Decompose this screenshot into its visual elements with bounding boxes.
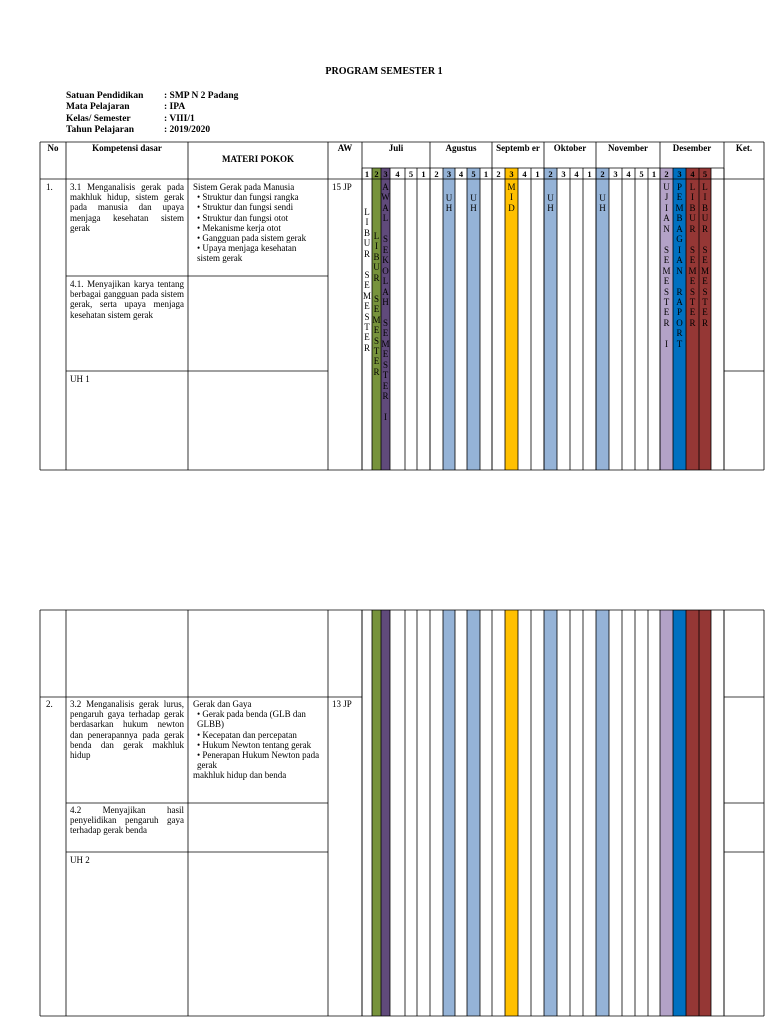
info-label: Satuan Pendidikan xyxy=(66,91,144,101)
week-number: 4 xyxy=(690,169,695,179)
vertical-label: A W A L S E K O L A H S E M E S T E R I xyxy=(381,182,390,422)
vertical-label: L I B U R S E M E S T E R xyxy=(700,182,709,328)
header-kompetensi-dasar: Kompetensi dasar xyxy=(92,143,162,153)
vertical-label: U H xyxy=(470,193,477,214)
month-juli: Juli xyxy=(388,143,404,153)
info-value: : SMP N 2 Padang xyxy=(164,91,239,101)
materi-item: • Penerapan Hukum Newton pada gerak xyxy=(197,750,320,771)
info-label: Mata Pelajaran xyxy=(66,102,130,113)
kompetensi-dasar-4-2: 4.2 Menyajikan hasil penyelidikan pengaruh gaya terhadap gerak benda xyxy=(70,805,184,836)
week-number: 5 xyxy=(471,169,476,179)
materi-item: • Hukum Newton tentang gerak xyxy=(197,739,312,750)
header-materi-pokok: MATERI POKOK xyxy=(221,154,295,164)
materi-title: Sistem Gerak pada Manusia xyxy=(193,182,295,192)
week-number: 4 xyxy=(574,169,579,179)
info-value: : 2019/2020 xyxy=(164,124,211,135)
week-column-lilac xyxy=(660,610,673,1016)
materi-title: Gerak dan Gaya xyxy=(193,699,252,709)
alokasi-waktu: 13 JP xyxy=(332,699,352,709)
week-number: 4 xyxy=(626,169,631,179)
header-aw: AW xyxy=(337,143,353,153)
materi-item: • Gerak pada benda (GLB dan GLBB) xyxy=(197,709,306,730)
materi-item: • Kecepatan dan percepatan xyxy=(197,729,297,740)
materi-item: • Struktur dan fungsi rangka xyxy=(197,192,299,203)
month-september: Septemb er xyxy=(496,143,540,153)
week-number: 2 xyxy=(434,169,439,179)
vertical-label: L I B U R S E M E S T E R xyxy=(362,207,371,353)
ulangan-harian: UH 1 xyxy=(70,374,90,384)
materi-tail: makhluk hidup dan benda xyxy=(193,770,287,781)
info-label: Kelas/ Semester xyxy=(66,113,131,124)
week-column-yellow xyxy=(505,610,518,1016)
kompetensi-dasar-3-2: 3.2 Menganalisis gerak lurus, pengaruh gaya terhadap gerak berdasarkan hukum newton dan penerapannya pada gerak benda dan gerak makhluk hidup xyxy=(70,699,184,761)
header-no: No xyxy=(47,143,59,153)
week-number: 5 xyxy=(702,169,708,179)
vertical-label: U H xyxy=(599,193,606,214)
week-column-red xyxy=(686,610,699,1016)
week-column-royal xyxy=(673,610,686,1016)
week-number: 4 xyxy=(395,169,400,179)
week-number: 4 xyxy=(458,169,464,179)
materi-item: • Gangguan pada sistem gerak xyxy=(197,233,307,244)
week-column-blue xyxy=(596,610,609,1016)
week-column-green xyxy=(372,610,381,1016)
week-number: 3 xyxy=(561,169,566,179)
week-number: 3 xyxy=(446,169,452,179)
vertical-label: L I B U R S E M E S T E R xyxy=(372,231,381,377)
week-number: 2 xyxy=(664,169,669,179)
week-number: 1 xyxy=(651,169,657,179)
month-desember: Desember xyxy=(672,143,712,153)
vertical-label: M I D xyxy=(507,182,516,213)
week-column-blue xyxy=(443,610,455,1016)
week-number: 3 xyxy=(509,169,514,179)
week-number: 2 xyxy=(496,169,501,179)
week-number: 1 xyxy=(587,169,592,179)
materi-pokok-2 xyxy=(193,699,325,781)
week-column-blue xyxy=(544,610,557,1016)
week-number: 3 xyxy=(677,169,682,179)
page-title: PROGRAM SEMESTER 1 xyxy=(325,66,443,77)
week-number: 3 xyxy=(383,169,388,179)
month-agustus: Agustus xyxy=(445,143,477,153)
week-number: 1 xyxy=(421,169,426,179)
ulangan-harian: UH 2 xyxy=(70,855,90,865)
materi-item: • Struktur dan fungsi otot xyxy=(197,212,289,223)
month-oktober: Oktober xyxy=(553,143,587,153)
week-number: 1 xyxy=(364,169,370,179)
vertical-label: L I B U R S E M E S T E R xyxy=(688,182,697,328)
week-column-red xyxy=(699,610,711,1016)
row-number: 2. xyxy=(46,699,53,709)
kompetensi-dasar-4-1: 4.1. Menyajikan karya tentang berbagai gangguan pada sistem gerak, serta upaya menjaga kesehatan sistem gerak xyxy=(70,279,184,320)
materi-item: • Struktur dan fungsi sendi xyxy=(197,202,294,213)
week-number: 5 xyxy=(408,169,414,179)
info-label: Tahun Pelajaran xyxy=(66,124,135,135)
week-number: 1 xyxy=(535,169,540,179)
week-number: 4 xyxy=(522,169,527,179)
header-ket: Ket. xyxy=(735,143,753,153)
week-number: 2 xyxy=(600,169,605,179)
week-number: 5 xyxy=(639,169,644,179)
vertical-label: U H xyxy=(547,193,554,214)
week-column-blue xyxy=(467,610,480,1016)
row-number: 1. xyxy=(46,182,53,192)
week-number: 3 xyxy=(613,169,618,179)
month-november: November xyxy=(608,143,648,153)
materi-item: • Mekanisme kerja otot xyxy=(197,222,281,233)
week-number: 1 xyxy=(483,169,489,179)
week-number: 2 xyxy=(548,169,553,179)
materi-pokok-1 xyxy=(193,182,327,264)
vertical-label: U H xyxy=(445,193,453,214)
week-column-purple xyxy=(381,610,390,1016)
materi-item: • Upaya menjaga kesehatan sistem gerak xyxy=(197,243,297,264)
vertical-label: P E M B A G I A N R A P O R T xyxy=(675,182,684,349)
info-value: : VIII/1 xyxy=(164,113,195,124)
vertical-label: U J I A N S E M E S T E R I xyxy=(662,182,671,349)
info-value: : IPA xyxy=(164,102,186,113)
week-number: 2 xyxy=(374,169,379,179)
kompetensi-dasar-3-1: 3.1 Menganalisis gerak pada makhluk hidup, sistem gerak pada manusia dan upaya menjaga kesehatan sistem gerak xyxy=(70,182,184,233)
alokasi-waktu: 15 JP xyxy=(332,182,352,192)
